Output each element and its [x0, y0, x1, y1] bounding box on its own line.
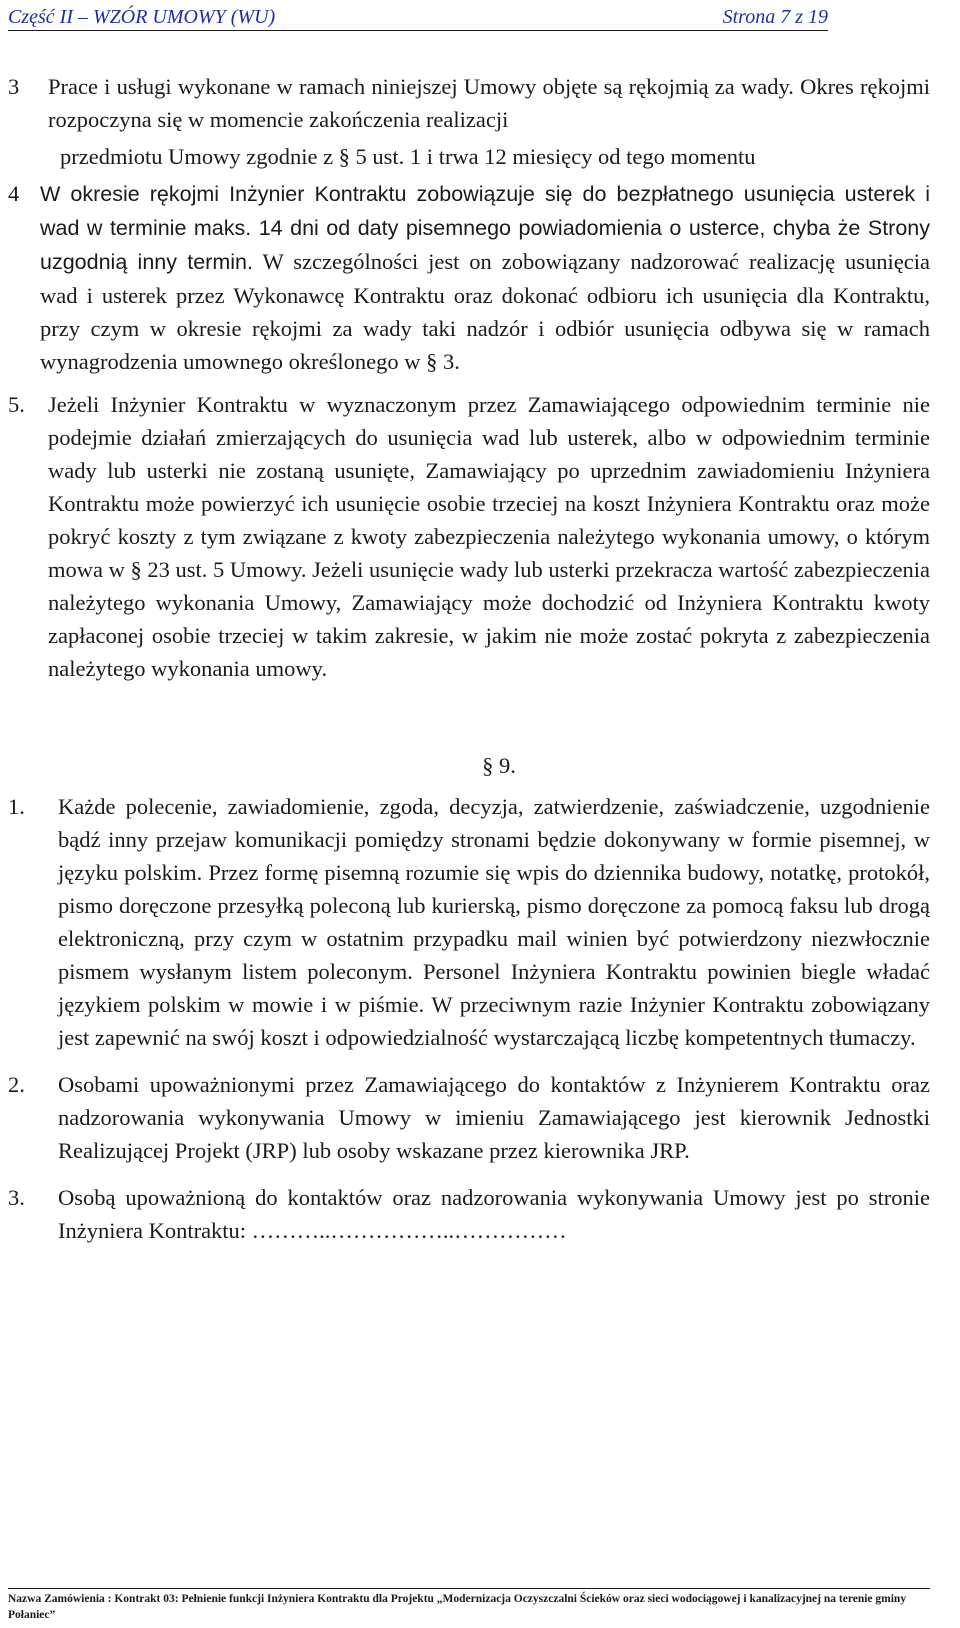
paragraph-number: 5. — [8, 392, 25, 417]
list-item-number: 3. — [8, 1185, 25, 1210]
paragraph-text-sans: W okresie rękojmi Inżynier Kontraktu zobowiązuje się do bezpłatnego usunięcia usterek i wad w terminie maks. 14 dni od daty pisemnego powiadomienia o usterce, chyba że Strony uzgodnią inny termin. — [40, 182, 930, 274]
list-item-number: 1. — [8, 794, 25, 819]
list-item-text: Każde polecenie, zawiadomienie, zgoda, decyzja, zatwierdzenie, zaświadczenie, uzgodnienie bądź inny przejaw komunikacji pomiędzy stronami będzie dokonywany w formie pisemnej, w języku polskim. Przez formę pisemną rozumie się wpis do dziennika budowy, notatkę, protokół, pismo doręczone przesyłką poleconą lub kurierską, pismo doręczone za pomocą faksu lub drogą elektroniczną, przy czym w ostatnim przypadku mail winien być potwierdzony niezwłocznie pismem wysłanym listem poleconym. Personel Inżyniera Kontraktu powinien biegle władać językiem polskim w mowie i w piśmie. W przeciwnym razie Inżynier Kontraktu zobowiązany jest zapewnić na swój koszt i odpowiedzialność wystarczającą liczbę kompetentnych tłumaczy. — [58, 794, 930, 1050]
paragraph-text: Jeżeli Inżynier Kontraktu w wyznaczonym przez Zamawiającego odpowiednim terminie nie podejmie działań zmierzających do usunięcia wad lub usterek, albo w odpowiednim terminie wady lub usterki nie zostaną usunięte, Zamawiający po uprzednim zawiadomieniu Inżyniera Kontraktu może powierzyć ich usunięcie osobie trzeciej na koszt Inżyniera Kontraktu oraz może pokryć koszty z tym związane z kwoty zabezpieczenia należytego wykonania umowy, o którym mowa w § 23 ust. 5 Umowy. Jeżeli usunięcie wady lub usterki przekracza wartość zabezpieczenia należytego wykonania Umowy, Zamawiający może dochodzić od Inżyniera Kontraktu kwoty zapłaconej osobie trzeciej w takim zakresie, w jakim nie może zostać pokryta z zabezpieczenia należytego wykonania umowy. — [48, 392, 930, 681]
page-header — [8, 4, 828, 31]
paragraph-4 — [8, 177, 930, 378]
list-item-text: Osobami upoważnionymi przez Zamawiającego do kontaktów z Inżynierem Kontraktu oraz nadzorowania wykonywania Umowy w imieniu Zamawiającego jest kierownik Jednostki Realizującej Projekt (JRP) lub osoby wskazane przez kierownika JRP. — [58, 1072, 930, 1163]
paragraph-number: 3 — [8, 74, 20, 99]
paragraph-5 — [8, 388, 930, 685]
list-item — [8, 790, 930, 1054]
paragraph-number: 4 — [8, 181, 20, 206]
header-page-number: Strona 7 z 19 — [722, 6, 828, 28]
paragraph-3 — [8, 70, 930, 173]
section-title: § 9. — [482, 753, 516, 778]
paragraph-text-serif: W szczególności jest on zobowiązany nadzorować realizację usunięcia wad i usterek przez Wykonawcę Kontraktu oraz dokonać odbioru ich usunięcia dla Kontraktu, przy czym w okresie rękojmi za wady taki nadzór i odbiór usunięcia odbywa się w ramach wynagrodzenia umownego określonego w § 3. — [40, 249, 931, 374]
page-footer — [8, 1588, 930, 1623]
list-item-text: Osobą upoważnioną do kontaktów oraz nadzorowania wykonywania Umowy jest po stronie Inżyniera Kontraktu: ………..……………..…………… — [58, 1185, 930, 1243]
list-item — [8, 1181, 930, 1247]
header-document-part: Część II – WZÓR UMOWY (WU) — [8, 6, 276, 28]
document-body — [8, 70, 930, 1247]
paragraph-text: Prace i usługi wykonane w ramach niniejszej Umowy objęte są rękojmią za wady. Okres rękojmi rozpoczyna się w momencie zakończenia realizacji — [48, 74, 930, 132]
footer-text: Nazwa Zamówienia : Kontrakt 03: Pełnienie funkcji Inżyniera Kontraktu dla Projektu „Modernizacja Oczyszczalni Ścieków oraz sieci wodociągowej i kanalizacyjnej na terenie gminy Połaniec” — [8, 1593, 907, 1621]
list-item — [8, 1068, 930, 1167]
paragraph-text-continuation: przedmiotu Umowy zgodnie z § 5 ust. 1 i trwa 12 miesięcy od tego momentu — [60, 144, 756, 169]
list-item-number: 2. — [8, 1072, 25, 1097]
